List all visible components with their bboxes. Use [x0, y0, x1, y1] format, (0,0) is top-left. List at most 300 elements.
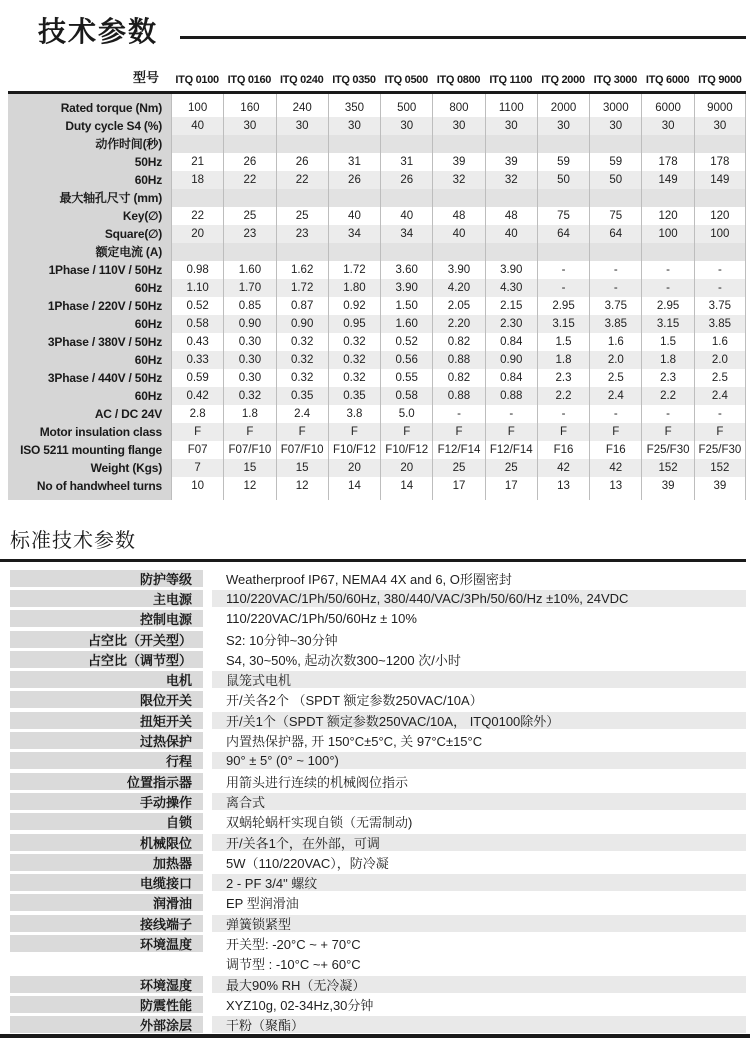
spec-cell: 0.35: [276, 387, 328, 405]
spec-section-cell: [641, 189, 693, 207]
spec-cell: 39: [641, 477, 693, 495]
spec-cell: 40: [485, 225, 537, 243]
spec-cell: 7: [171, 459, 223, 477]
spec-cell: 240: [276, 99, 328, 117]
spec-cell: 800: [432, 99, 484, 117]
spec-cell: 3.8: [328, 405, 380, 423]
standard-row-gap: [203, 854, 212, 871]
spec-section-cell: [276, 243, 328, 261]
spec-section-label: 额定电流 (A): [8, 243, 171, 261]
standard-row-value: 90° ± 5° (0° ~ 100°): [212, 752, 746, 769]
spec-section-label: 动作时间(秒): [8, 135, 171, 153]
spec-cell: 26: [223, 153, 275, 171]
spec-cell: 75: [589, 207, 641, 225]
model-header: ITQ 0800: [436, 74, 481, 86]
spec-cell: 2.2: [537, 387, 589, 405]
spec-cell: 17: [485, 477, 537, 495]
spec-cell: 25: [485, 459, 537, 477]
spec-section-cell: [537, 135, 589, 153]
standard-row-gap: [203, 915, 212, 932]
spec-cell: 1.62: [276, 261, 328, 279]
spec-cell: 2.5: [589, 369, 641, 387]
spec-cell: 59: [537, 153, 589, 171]
spec-section-cell: [432, 189, 484, 207]
spec-cell: 0.30: [223, 369, 275, 387]
spec-cell: 9000: [694, 99, 746, 117]
spec-cell: 30: [380, 117, 432, 135]
standard-row-label: 手动操作: [10, 793, 203, 810]
spec-section-cell: [223, 243, 275, 261]
spec-cell: F: [328, 423, 380, 441]
spec-cell: 4.20: [432, 279, 484, 297]
spec-cell: 32: [485, 171, 537, 189]
standard-row: [10, 994, 746, 1014]
spec-cell: 0.33: [171, 351, 223, 369]
standard-row-label: 环境湿度: [10, 976, 203, 993]
spec-cell: 1100: [485, 99, 537, 117]
standard-row-label: 防护等级: [10, 570, 203, 587]
spec-cell: 20: [380, 459, 432, 477]
spec-cell: 120: [641, 207, 693, 225]
standard-row: [10, 588, 746, 608]
spec-cell: F: [589, 423, 641, 441]
standard-row-label: [10, 955, 203, 972]
model-header: ITQ 9000: [698, 74, 742, 86]
spec-cell: -: [641, 405, 693, 423]
spec-cell: 3.75: [694, 297, 746, 315]
standard-row-label: 机械限位: [10, 834, 203, 851]
standard-row: [10, 568, 746, 588]
spec-cell: 2.0: [589, 351, 641, 369]
spec-cell: F: [171, 423, 223, 441]
standard-row-value: 开关型: -20°C ~ + 70°C: [212, 935, 746, 952]
spec-section-cell: [328, 135, 380, 153]
spec-cell: 30: [589, 117, 641, 135]
standard-row-label: 扭矩开关: [10, 712, 203, 729]
standard-row-label: 占空比（开关型）: [10, 631, 203, 648]
spec-row-label: ISO 5211 mounting flange: [8, 441, 171, 459]
spec-row-label: 60Hz: [8, 171, 171, 189]
spec-cell: 1.10: [171, 279, 223, 297]
model-header: ITQ 0240: [279, 74, 324, 86]
spec-section-cell: [171, 243, 223, 261]
standard-row-label: 控制电源: [10, 610, 203, 627]
spec-cell: 20: [328, 459, 380, 477]
spec-cell: 18: [171, 171, 223, 189]
model-header: ITQ 0160: [227, 74, 272, 86]
standard-row-value: S4, 30~50%, 起动次数300~1200 次/小时: [212, 651, 746, 668]
standard-row-gap: [203, 834, 212, 851]
spec-cell: 6000: [641, 99, 693, 117]
spec-row-label: 50Hz: [8, 153, 171, 171]
spec-cell: 1.60: [380, 315, 432, 333]
spec-cell: 2.2: [641, 387, 693, 405]
spec-row-label: Key(∅): [8, 207, 171, 225]
spec-row-label: 1Phase / 110V / 50Hz: [8, 261, 171, 279]
spec-cell: F10/F12: [380, 441, 432, 459]
spec-cell: F07: [171, 441, 223, 459]
spec-cell-pad: [641, 495, 693, 500]
standard-row: [10, 832, 746, 852]
spec-cell: 1.80: [328, 279, 380, 297]
spec-cell: 3.90: [485, 261, 537, 279]
spec-cell: 3.85: [589, 315, 641, 333]
spec-section-cell: [694, 243, 746, 261]
standard-row: [10, 893, 746, 913]
spec-cell: 22: [276, 171, 328, 189]
spec-cell: 0.32: [276, 369, 328, 387]
spec-cell: 14: [328, 477, 380, 495]
spec-section-cell: [537, 243, 589, 261]
standard-row-gap: [203, 732, 212, 749]
spec-cell: 0.55: [380, 369, 432, 387]
standard-row-gap: [203, 651, 212, 668]
standard-row: [10, 771, 746, 791]
spec-section-cell: [485, 135, 537, 153]
spec-row-label: 3Phase / 440V / 50Hz: [8, 369, 171, 387]
spec-cell-pad: [223, 495, 275, 500]
spec-cell: F: [223, 423, 275, 441]
standard-row-value: 鼠笼式电机: [212, 671, 746, 688]
spec-section-cell: [380, 135, 432, 153]
standard-row-value: 最大90% RH（无冷凝）: [212, 976, 746, 993]
standard-row-value: XYZ10g, 02-34Hz,30分钟: [212, 996, 746, 1013]
standard-row-value: 开/关各2个 （SPDT 额定参数250VAC/10A）: [212, 691, 746, 708]
model-column-label: 型号: [132, 70, 159, 85]
model-header: ITQ 6000: [645, 74, 690, 86]
spec-cell: 100: [641, 225, 693, 243]
spec-cell: -: [694, 279, 746, 297]
spec-cell: 64: [589, 225, 641, 243]
spec-cell: 2.8: [171, 405, 223, 423]
standard-row-gap: [203, 874, 212, 891]
standard-row-gap: [203, 976, 212, 993]
spec-cell: 50: [537, 171, 589, 189]
standard-row-label: 自锁: [10, 813, 203, 830]
spec-cell: 30: [328, 117, 380, 135]
spec-cell: 17: [432, 477, 484, 495]
spec-cell: -: [432, 405, 484, 423]
spec-section-cell: [589, 189, 641, 207]
spec-cell: -: [641, 261, 693, 279]
standard-row: [10, 791, 746, 811]
spec-row-label: Weight (Kgs): [8, 459, 171, 477]
spec-cell: 12: [276, 477, 328, 495]
spec-cell: 23: [276, 225, 328, 243]
spec-row-label: AC / DC 24V: [8, 405, 171, 423]
standard-row: [10, 669, 746, 689]
spec-section-cell: [328, 243, 380, 261]
spec-row-label: Motor insulation class: [8, 423, 171, 441]
spec-cell: 0.52: [380, 333, 432, 351]
standard-row-value: 2 - PF 3/4" 螺纹: [212, 874, 746, 891]
spec-cell: F: [537, 423, 589, 441]
spec-cell: 0.32: [328, 369, 380, 387]
spec-cell: 30: [223, 117, 275, 135]
spec-cell: 0.52: [171, 297, 223, 315]
spec-cell: 3.85: [694, 315, 746, 333]
spec-table: [8, 94, 746, 500]
spec-cell: 0.30: [223, 351, 275, 369]
spec-cell: 30: [432, 117, 484, 135]
spec-cell: F07/F10: [276, 441, 328, 459]
spec-cell: 14: [380, 477, 432, 495]
spec-row-label: 60Hz: [8, 351, 171, 369]
spec-cell: -: [589, 261, 641, 279]
spec-cell: 3.75: [589, 297, 641, 315]
spec-cell: 0.85: [223, 297, 275, 315]
spec-cell: 0.84: [485, 333, 537, 351]
spec-cell: 12: [223, 477, 275, 495]
standard-row-gap: [203, 752, 212, 769]
spec-cell: 30: [641, 117, 693, 135]
spec-cell: 0.95: [328, 315, 380, 333]
spec-cell: 1.8: [537, 351, 589, 369]
standard-row-value: 用箭头进行连续的机械阀位指示: [212, 773, 746, 790]
spec-cell: 3000: [589, 99, 641, 117]
spec-cell: F12/F14: [432, 441, 484, 459]
model-header-row: [8, 60, 746, 89]
spec-cell: 31: [380, 153, 432, 171]
spec-cell: 100: [694, 225, 746, 243]
spec-cell: 26: [328, 171, 380, 189]
spec-cell: 30: [537, 117, 589, 135]
spec-cell: 10: [171, 477, 223, 495]
spec-cell: 1.72: [276, 279, 328, 297]
spec-section-cell: [171, 135, 223, 153]
spec-cell: 0.82: [432, 333, 484, 351]
spec-cell: -: [537, 261, 589, 279]
spec-cell: 22: [223, 171, 275, 189]
standard-row-label: 防震性能: [10, 996, 203, 1013]
standard-row-label: 加热器: [10, 854, 203, 871]
spec-row-label: Rated torque (Nm): [8, 99, 171, 117]
spec-cell: 26: [276, 153, 328, 171]
spec-cell: -: [694, 405, 746, 423]
spec-cell: 75: [537, 207, 589, 225]
standard-row-label: 电缆接口: [10, 874, 203, 891]
spec-cell: 0.90: [223, 315, 275, 333]
spec-cell: 1.50: [380, 297, 432, 315]
standard-section-rule: [0, 559, 746, 562]
spec-cell: F: [276, 423, 328, 441]
standard-row-value: 干粉（聚酯）: [212, 1016, 746, 1033]
spec-cell: 40: [171, 117, 223, 135]
standard-row-label: 环境温度: [10, 935, 203, 952]
title-rule: [180, 36, 746, 39]
spec-cell-pad: [537, 495, 589, 500]
spec-cell: 2.05: [432, 297, 484, 315]
spec-section-cell: [432, 243, 484, 261]
spec-row-label: 60Hz: [8, 315, 171, 333]
spec-cell: 30: [485, 117, 537, 135]
model-header: ITQ 0500: [384, 74, 428, 86]
spec-cell: 40: [432, 225, 484, 243]
standard-row-value: 开/关各1个，在外部，可调: [212, 834, 746, 851]
spec-cell: 64: [537, 225, 589, 243]
spec-cell: 149: [641, 171, 693, 189]
spec-cell: -: [589, 405, 641, 423]
spec-cell: 50: [589, 171, 641, 189]
spec-cell: 0.58: [380, 387, 432, 405]
spec-section-label: 最大轴孔尺寸 (mm): [8, 189, 171, 207]
spec-cell: 100: [171, 99, 223, 117]
spec-cell: 2.4: [694, 387, 746, 405]
spec-cell: 34: [328, 225, 380, 243]
spec-cell: 30: [276, 117, 328, 135]
standard-row-gap: [203, 793, 212, 810]
spec-row-label: 3Phase / 380V / 50Hz: [8, 333, 171, 351]
standard-row-value: EP 型润滑油: [212, 894, 746, 911]
spec-section-cell: [223, 135, 275, 153]
spec-cell: 178: [641, 153, 693, 171]
spec-cell: 2.3: [641, 369, 693, 387]
standard-row-label: 接线端子: [10, 915, 203, 932]
spec-cell: 5.0: [380, 405, 432, 423]
standard-row-label: 润滑油: [10, 894, 203, 911]
spec-cell: 3.90: [432, 261, 484, 279]
spec-cell: 48: [432, 207, 484, 225]
spec-cell-pad: [589, 495, 641, 500]
standard-row-value: 弹簧锁紧型: [212, 915, 746, 932]
standard-row-gap: [203, 935, 212, 952]
spec-cell: F: [380, 423, 432, 441]
spec-section-cell: [380, 243, 432, 261]
standard-row-label: 外部涂层: [10, 1016, 203, 1033]
spec-cell-pad: [380, 495, 432, 500]
standard-row-value: S2: 10分钟~30分钟: [212, 631, 746, 648]
model-header: ITQ 2000: [541, 74, 585, 86]
standard-row: [10, 1015, 746, 1035]
standard-row: [10, 933, 746, 953]
spec-cell: 13: [589, 477, 641, 495]
spec-cell: 1.8: [641, 351, 693, 369]
spec-cell: 0.90: [276, 315, 328, 333]
spec-cell: 25: [276, 207, 328, 225]
spec-cell: 0.35: [328, 387, 380, 405]
spec-cell: 0.92: [328, 297, 380, 315]
spec-cell: 0.59: [171, 369, 223, 387]
spec-cell: 2.30: [485, 315, 537, 333]
standard-row-gap: [203, 671, 212, 688]
spec-cell: 1.70: [223, 279, 275, 297]
spec-row-label: Square(∅): [8, 225, 171, 243]
spec-cell: 31: [328, 153, 380, 171]
spec-cell: 3.60: [380, 261, 432, 279]
spec-label-pad: [8, 495, 171, 500]
spec-cell: 1.6: [589, 333, 641, 351]
spec-cell: 0.98: [171, 261, 223, 279]
spec-section-cell: [328, 189, 380, 207]
spec-cell: 160: [223, 99, 275, 117]
spec-cell: 32: [432, 171, 484, 189]
standard-row: [10, 872, 746, 892]
standard-row-gap: [203, 955, 212, 972]
spec-row-label: 1Phase / 220V / 50Hz: [8, 297, 171, 315]
spec-cell: 34: [380, 225, 432, 243]
standard-row-label: 电机: [10, 671, 203, 688]
standard-row-value: 内置热保护器, 开 150°C±5°C, 关 97°C±15°C: [212, 732, 746, 749]
standard-row-value: Weatherproof IP67, NEMA4 4X and 6, O形圈密封: [212, 570, 746, 587]
spec-section-cell: [485, 243, 537, 261]
spec-cell: -: [485, 405, 537, 423]
spec-cell: F: [432, 423, 484, 441]
standard-row: [10, 974, 746, 994]
standard-row: [10, 730, 746, 750]
spec-cell: -: [641, 279, 693, 297]
spec-cell: F10/F12: [328, 441, 380, 459]
standard-table: [0, 568, 750, 1035]
spec-cell: 2.95: [537, 297, 589, 315]
spec-cell: 1.5: [641, 333, 693, 351]
spec-section-cell: [694, 135, 746, 153]
spec-cell: 39: [485, 153, 537, 171]
spec-cell: 25: [432, 459, 484, 477]
standard-row-gap: [203, 590, 212, 607]
standard-row-gap: [203, 691, 212, 708]
spec-cell: F07/F10: [223, 441, 275, 459]
page-bottom-rule: [0, 1034, 750, 1038]
spec-cell: 1.8: [223, 405, 275, 423]
spec-cell: 40: [380, 207, 432, 225]
spec-cell: 0.87: [276, 297, 328, 315]
spec-cell: 0.82: [432, 369, 484, 387]
spec-cell: 59: [589, 153, 641, 171]
model-header: ITQ 0100: [175, 74, 219, 86]
spec-cell: F16: [589, 441, 641, 459]
standard-row-gap: [203, 570, 212, 587]
spec-cell: 42: [589, 459, 641, 477]
standard-section-title: 标准技术参数: [10, 530, 136, 552]
spec-section-cell: [589, 135, 641, 153]
spec-cell: 0.58: [171, 315, 223, 333]
spec-row-label: Duty cycle S4 (%): [8, 117, 171, 135]
spec-cell: 0.90: [485, 351, 537, 369]
spec-cell: 0.56: [380, 351, 432, 369]
spec-cell: F12/F14: [485, 441, 537, 459]
standard-row-gap: [203, 631, 212, 648]
spec-cell: 2.4: [276, 405, 328, 423]
spec-cell-pad: [328, 495, 380, 500]
standard-row-gap: [203, 996, 212, 1013]
spec-cell: F16: [537, 441, 589, 459]
spec-section-cell: [537, 189, 589, 207]
spec-row-label: 60Hz: [8, 387, 171, 405]
standard-row-label: 主电源: [10, 590, 203, 607]
spec-cell: 30: [694, 117, 746, 135]
standard-row: [10, 751, 746, 771]
spec-cell: 22: [171, 207, 223, 225]
standard-row-gap: [203, 610, 212, 627]
spec-cell: 178: [694, 153, 746, 171]
spec-section-cell: [171, 189, 223, 207]
spec-cell: 1.60: [223, 261, 275, 279]
spec-section-cell: [641, 135, 693, 153]
standard-row: [10, 852, 746, 872]
spec-cell: 2.0: [694, 351, 746, 369]
spec-cell-pad: [276, 495, 328, 500]
spec-cell: 3.15: [537, 315, 589, 333]
standard-row: [10, 609, 746, 629]
standard-row-gap: [203, 1016, 212, 1033]
page-header: [0, 0, 750, 60]
spec-cell: 350: [328, 99, 380, 117]
spec-cell: 1.72: [328, 261, 380, 279]
spec-cell: 3.90: [380, 279, 432, 297]
spec-cell: 25: [223, 207, 275, 225]
page-title: 技术参数: [38, 16, 159, 47]
spec-cell: 500: [380, 99, 432, 117]
